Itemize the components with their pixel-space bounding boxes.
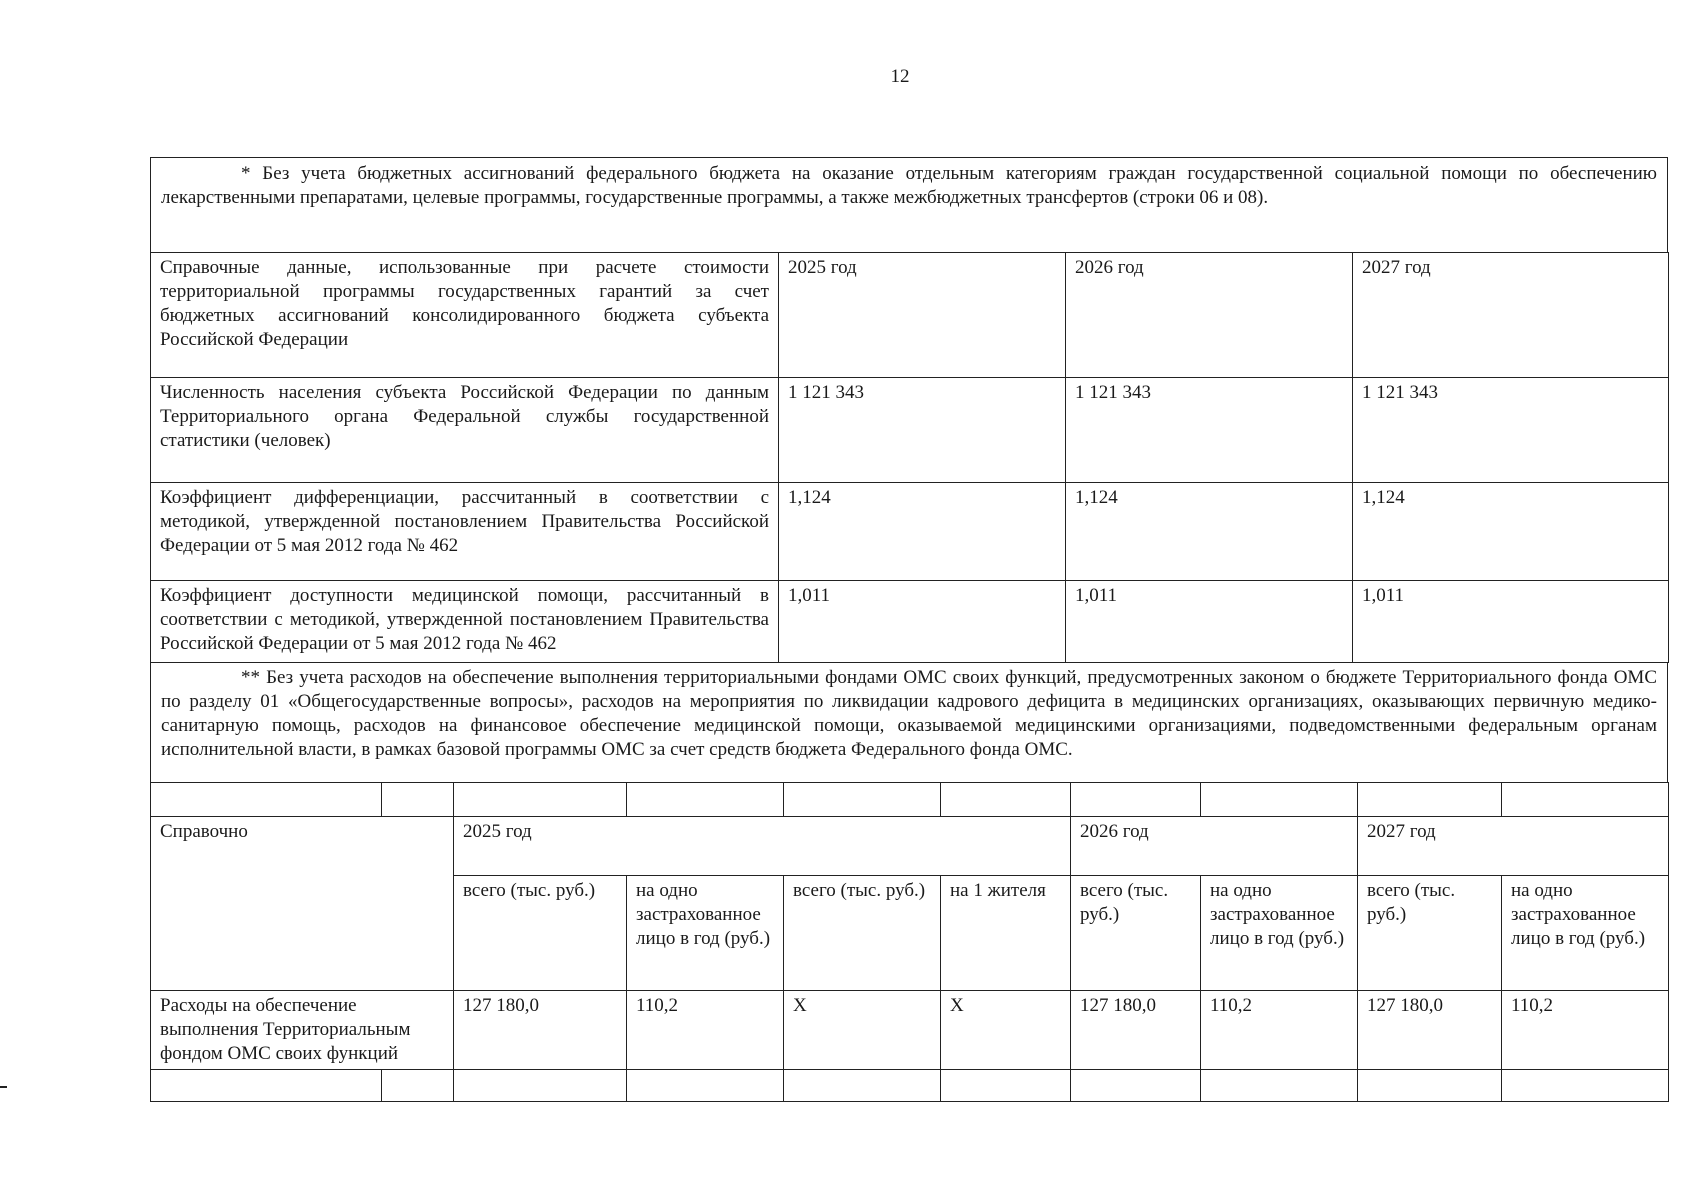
empty-cell (1502, 783, 1669, 817)
footnote-2-text: ** Без учета расходов на обеспечение выполнения территориальными фондами ОМС своих функций, предусмотренных законом о бюджете Территориального фонда ОМС по разделу 01 «Общегосударственные вопросы», расходов на мероприятия по ликвидации кадрового дефицита в медицинских организациях, оказывающих первичную медико-санитарную помощь, расходов на финансовое обеспечение медицинской помощи, оказываемой медицинскими организациями, подведомственными федеральным органам исполнительной власти, в рамках базовой программы ОМС за счет средств бюджета Федерального фонда ОМС. (161, 667, 1657, 760)
row-label-population: Численность населения субъекта Российской Федерации по данным Территориального органа Федеральной службы государственной статистики (человек) (151, 378, 779, 483)
subheader-per-resident: на 1 жителя (941, 876, 1071, 991)
subheader-per-insured: на одно застрахованное лицо в год (руб.) (1502, 876, 1669, 991)
table-row (151, 483, 1669, 581)
subheader-total: всего (тыс. руб.) (1358, 876, 1502, 991)
empty-cell (1358, 1070, 1502, 1102)
year-header: 2026 год (1066, 253, 1353, 378)
footnote-oms-expenses (150, 662, 1668, 782)
table-cell: 127 180,0 (1358, 991, 1502, 1070)
empty-cell (1071, 783, 1201, 817)
table-cell: 1,011 (1353, 581, 1669, 663)
year-header: 2027 год (1358, 817, 1669, 876)
empty-cell (784, 1070, 941, 1102)
empty-cell (627, 1070, 784, 1102)
subheader-per-insured: на одно застрахованное лицо в год (руб.) (627, 876, 784, 991)
table-cell: 110,2 (1201, 991, 1358, 1070)
year-header: 2027 год (1353, 253, 1669, 378)
table-cell: 127 180,0 (454, 991, 627, 1070)
empty-cell (382, 783, 454, 817)
empty-cell (941, 783, 1071, 817)
page-number: 12 (890, 66, 910, 87)
year-header: 2025 год (779, 253, 1066, 378)
table-row (151, 581, 1669, 663)
table-cell: 1 121 343 (1353, 378, 1669, 483)
subheader-total: всего (тыс. руб.) (1071, 876, 1201, 991)
empty-cell (1358, 783, 1502, 817)
empty-cell (382, 1070, 454, 1102)
empty-cell (1502, 1070, 1669, 1102)
table-cell: 1 121 343 (779, 378, 1066, 483)
table-cell: X (941, 991, 1071, 1070)
empty-cell (151, 783, 382, 817)
footnote-budget-allocations (150, 157, 1668, 252)
empty-cell (1201, 1070, 1358, 1102)
table-cell: 1 121 343 (1066, 378, 1353, 483)
empty-cell (784, 783, 941, 817)
table-cell: X (784, 991, 941, 1070)
table-cell: 1,011 (1066, 581, 1353, 663)
empty-cell (627, 783, 784, 817)
table-cell: 1,124 (1066, 483, 1353, 581)
empty-row (151, 783, 1669, 817)
row-label-accessibility-coefficient: Коэффициент доступности медицинской помощи, рассчитанный в соответствии с методикой, утвержденной постановлением Правительства Российской Федерации от 5 мая 2012 года № 462 (151, 581, 779, 663)
table-cell: 110,2 (627, 991, 784, 1070)
empty-cell (454, 783, 627, 817)
empty-cell (1071, 1070, 1201, 1102)
oms-expenses-table (150, 782, 1669, 1102)
year-header: 2026 год (1071, 817, 1358, 876)
empty-cell (151, 1070, 382, 1102)
subheader-per-insured: на одно застрахованное лицо в год (руб.) (1201, 876, 1358, 991)
reference-header-row (151, 253, 1669, 378)
table-cell: 1,011 (779, 581, 1066, 663)
table-cell: 110,2 (1502, 991, 1669, 1070)
subheader-total: всего (тыс. руб.) (784, 876, 941, 991)
empty-cell (454, 1070, 627, 1102)
row-label-differentiation-coefficient: Коэффициент дифференциации, рассчитанный в соответствии с методикой, утвержденной постановлением Правительства Российской Федерации от 5 мая 2012 года № 462 (151, 483, 779, 581)
year-header-row (151, 817, 1669, 876)
table-row (151, 378, 1669, 483)
footnote-1-text: * Без учета бюджетных ассигнований федерального бюджета на оказание отдельным категориям граждан государственной социальной помощи по обеспечению лекарственными препаратами, целевые программы, государственные программы, а также межбюджетных трансфертов (строки 06 и 08). (161, 163, 1657, 208)
table-cell: 1,124 (779, 483, 1066, 581)
reference-data-table (150, 252, 1669, 663)
empty-row (151, 1070, 1669, 1102)
margin-mark (0, 1086, 7, 1088)
year-header: 2025 год (454, 817, 1071, 876)
empty-cell (941, 1070, 1071, 1102)
table-row (151, 991, 1669, 1070)
reference-label-header: Справочно (151, 817, 454, 991)
subheader-total: всего (тыс. руб.) (454, 876, 627, 991)
empty-cell (1201, 783, 1358, 817)
row-label-oms-functions: Расходы на обеспечение выполнения Территориальным фондом ОМС своих функций (151, 991, 454, 1070)
table-cell: 1,124 (1353, 483, 1669, 581)
reference-header-label: Справочные данные, использованные при расчете стоимости территориальной программы государственных гарантий за счет бюджетных ассигнований консолидированного бюджета субъекта Российской Федерации (151, 253, 779, 378)
table-cell: 127 180,0 (1071, 991, 1201, 1070)
